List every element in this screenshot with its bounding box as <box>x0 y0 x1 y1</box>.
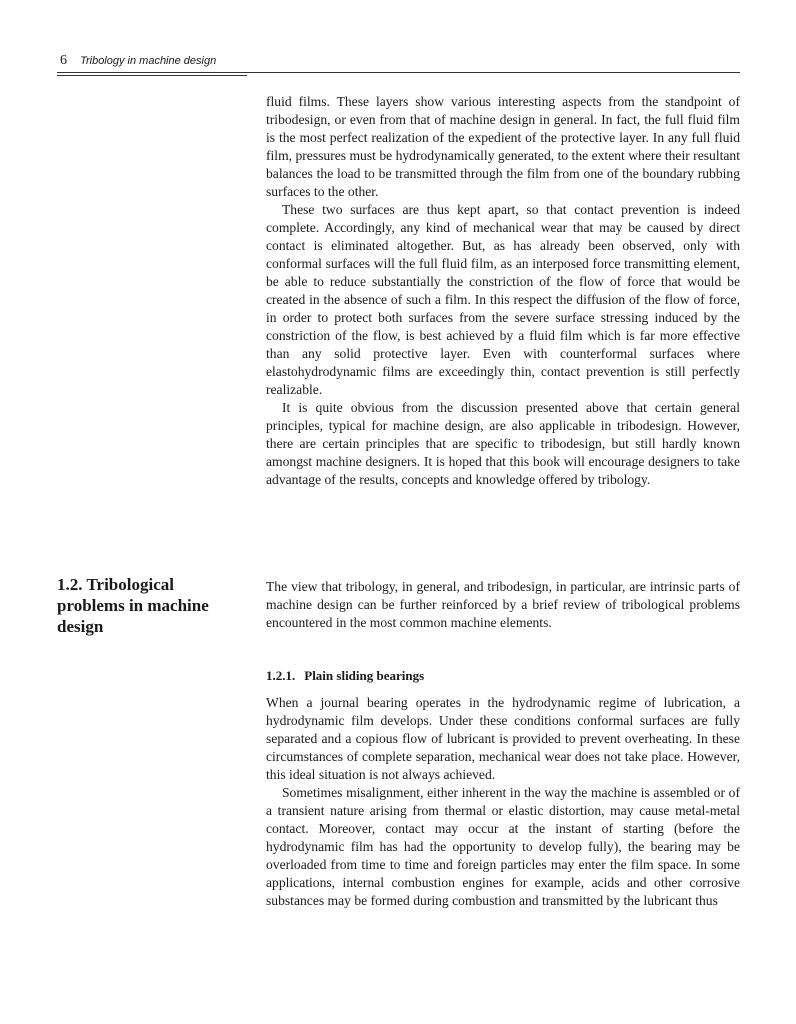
paragraph: It is quite obvious from the discussion presented above that certain general principles, typical for machine design, are also applicable in tribodesign. However, there are certain principles that are specific to tribodesign, but still hardly known amongst machine designers. It is hoped that this book will encourage designers to take advantage of the results, concepts and knowledge offered by tribology. <box>266 400 740 487</box>
page-number: 6 <box>60 53 67 68</box>
margin-rule <box>57 75 247 76</box>
subsection-heading <box>266 668 424 684</box>
subsection-title: Plain sliding bearings <box>304 668 425 683</box>
running-title: Tribology in machine design <box>80 55 217 67</box>
running-head <box>60 53 216 69</box>
body-text-section <box>266 578 740 632</box>
section-heading: 1.2. Tribological problems in machine design <box>57 575 209 636</box>
body-text-intro <box>266 93 740 489</box>
paragraph: These two surfaces are thus kept apart, so that contact prevention is indeed complete. Accordingly, any kind of mechanical wear that may be caused by direct contact is eliminated altogether. But, as has already been observed, only with conformal surfaces will the full fluid film, as an interposed force transmitting element, be able to reduce substantially the constriction of the flow of force that would be created in the absence of such a film. In this respect the diffusion of the flow of force, in order to protect both surfaces from the severe surface stressing induced by the constriction of the flow, is best achieved by a fluid film which is far more effective than any solid protective layer. Even with counterformal surfaces where elastohydrodynamic films are exceedingly thin, contact prevention is still perfectly realizable. <box>266 202 740 397</box>
header-rule <box>57 72 740 73</box>
paragraph: When a journal bearing operates in the hydrodynamic regime of lubrication, a hydrodynamic film develops. Under these conditions conformal surfaces are fully separated and a copious flow of lubricant is provided to prevent overheating. In these circumstances of complete separation, mechanical wear does not take place. However, this ideal situation is not always achieved. <box>266 695 740 782</box>
body-text-subsection <box>266 694 740 910</box>
paragraph: Sometimes misalignment, either inherent in the way the machine is assembled or of a transient nature arising from thermal or elastic distortion, may cause metal-metal contact. Moreover, contact may occur at the instant of starting (before the hydrodynamic film has had the opportunity to develop fully), the bearing may be overloaded from time to time and foreign particles may enter the film space. In some applications, internal combustion engines for example, acids and other corrosive substances may be formed during combustion and transmitted by the lubricant thus <box>266 785 740 908</box>
subsection-number: 1.2.1. <box>266 668 296 683</box>
paragraph: fluid films. These layers show various interesting aspects from the standpoint of tribodesign, or even from that of machine design in general. In fact, the full fluid film is the most perfect realization of the expedient of the protective layer. In any full fluid film, pressures must be hydrodynamically generated, to the extent where their resultant balances the load to be transmitted through the film from one of the boundary rubbing surfaces to the other. <box>266 94 740 199</box>
paragraph: The view that tribology, in general, and tribodesign, in particular, are intrinsic parts of machine design can be further reinforced by a brief review of tribological problems encountered in the most common machine elements. <box>266 579 740 630</box>
